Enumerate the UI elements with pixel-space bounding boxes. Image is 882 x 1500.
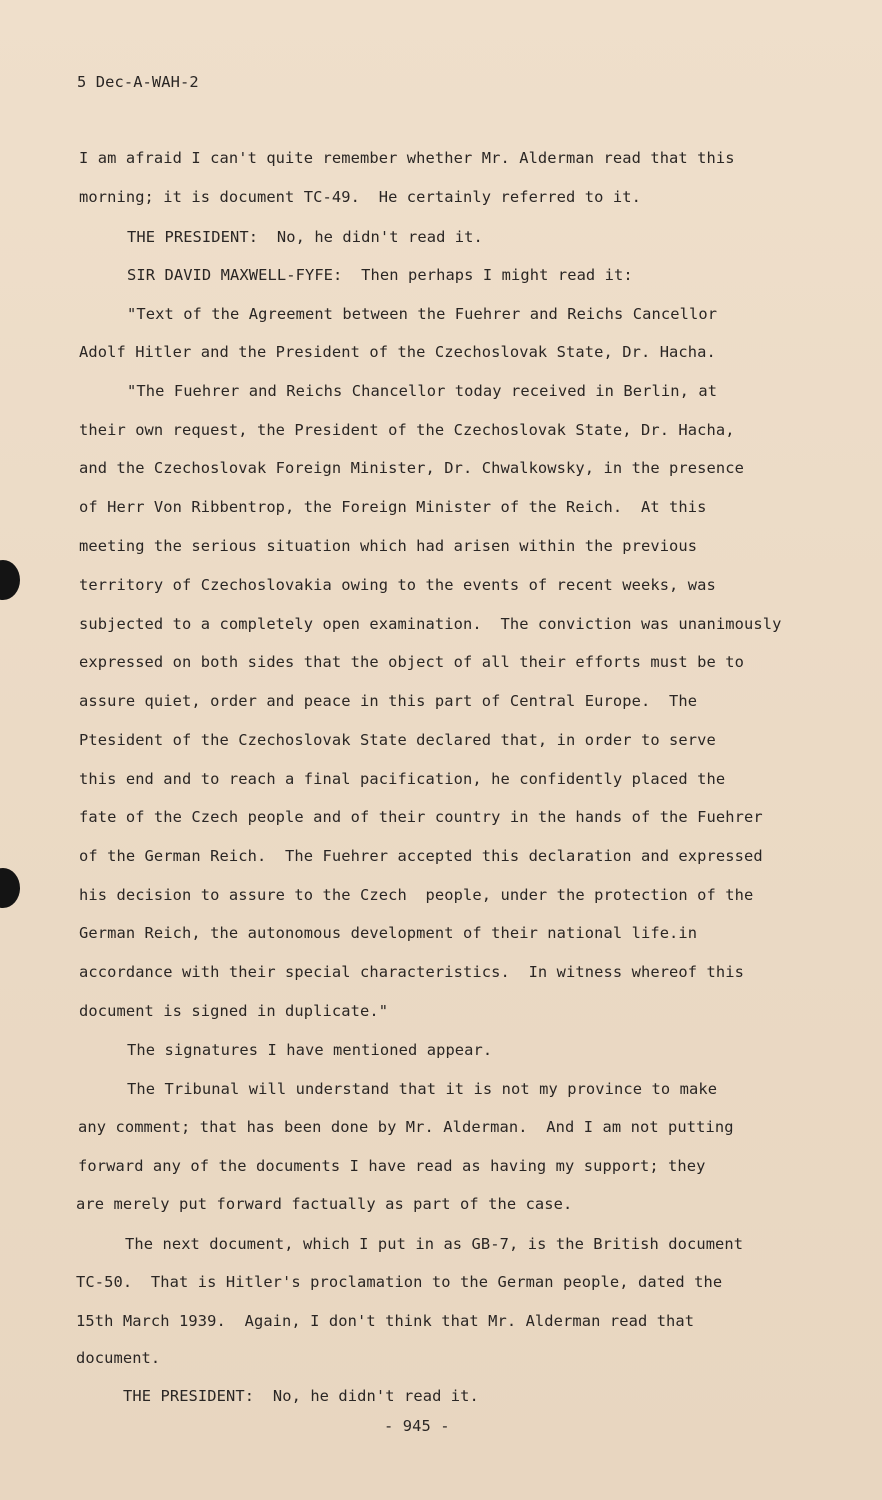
text-line: 15th March 1939. Again, I don't think that Mr. Alderman read that — [76, 1312, 695, 1330]
text-line: Adolf Hitler and the President of the Czechoslovak State, Dr. Hacha. — [79, 343, 716, 361]
text-line: Ptesident of the Czechoslovak State declared that, in order to serve — [79, 731, 716, 749]
text-line: territory of Czechoslovakia owing to the events of recent weeks, was — [79, 576, 716, 594]
text-line: his decision to assure to the Czech people, under the protection of the — [79, 886, 754, 904]
text-line: The next document, which I put in as GB-7, is the British document — [125, 1235, 744, 1253]
text-line: morning; it is document TC-49. He certainly referred to it. — [79, 188, 641, 206]
text-line: The Tribunal will understand that it is not my province to make — [127, 1080, 718, 1098]
text-line: German Reich, the autonomous development of their national life.in — [79, 924, 698, 942]
text-line: their own request, the President of the Czechoslovak State, Dr. Hacha, — [79, 421, 735, 439]
text-line: of the German Reich. The Fuehrer accepted this declaration and expressed — [79, 847, 763, 865]
text-line: subjected to a completely open examination. The conviction was unanimously — [79, 615, 782, 633]
text-line: forward any of the documents I have read as having my support; they — [78, 1157, 706, 1175]
text-line: accordance with their special characteristics. In witness whereof this — [79, 963, 744, 981]
text-line: document. — [76, 1349, 161, 1367]
text-line: of Herr Von Ribbentrop, the Foreign Minister of the Reich. At this — [79, 498, 707, 516]
text-line: and the Czechoslovak Foreign Minister, Dr. Chwalkowsky, in the presence — [79, 459, 744, 477]
text-line: expressed on both sides that the object of all their efforts must be to — [79, 653, 744, 671]
text-line: THE PRESIDENT: No, he didn't read it. — [127, 228, 483, 246]
text-line: TC-50. That is Hitler's proclamation to the German people, dated the — [76, 1273, 723, 1291]
text-line: are merely put forward factually as part of the case. — [76, 1195, 573, 1213]
text-line: The signatures I have mentioned appear. — [127, 1041, 493, 1059]
text-line: meeting the serious situation which had arisen within the previous — [79, 537, 698, 555]
text-line: document is signed in duplicate." — [79, 1002, 389, 1020]
text-line: assure quiet, order and peace in this part of Central Europe. The — [79, 692, 698, 710]
punch-hole — [0, 868, 20, 908]
text-line: SIR DAVID MAXWELL-FYFE: Then perhaps I might read it: — [127, 266, 633, 284]
doc-ref: 5 Dec-A-WAH-2 — [77, 73, 199, 91]
text-line: "The Fuehrer and Reichs Chancellor today received in Berlin, at — [127, 382, 718, 400]
punch-hole — [0, 560, 20, 600]
text-line: fate of the Czech people and of their country in the hands of the Fuehrer — [79, 808, 763, 826]
text-line: any comment; that has been done by Mr. Alderman. And I am not putting — [78, 1118, 734, 1136]
text-line: THE PRESIDENT: No, he didn't read it. — [123, 1387, 479, 1405]
page-number: - 945 - — [384, 1417, 450, 1435]
text-line: "Text of the Agreement between the Fuehrer and Reichs Cancellor — [127, 305, 718, 323]
text-line: this end and to reach a final pacification, he confidently placed the — [79, 770, 726, 788]
text-line: I am afraid I can't quite remember whether Mr. Alderman read that this — [79, 149, 735, 167]
